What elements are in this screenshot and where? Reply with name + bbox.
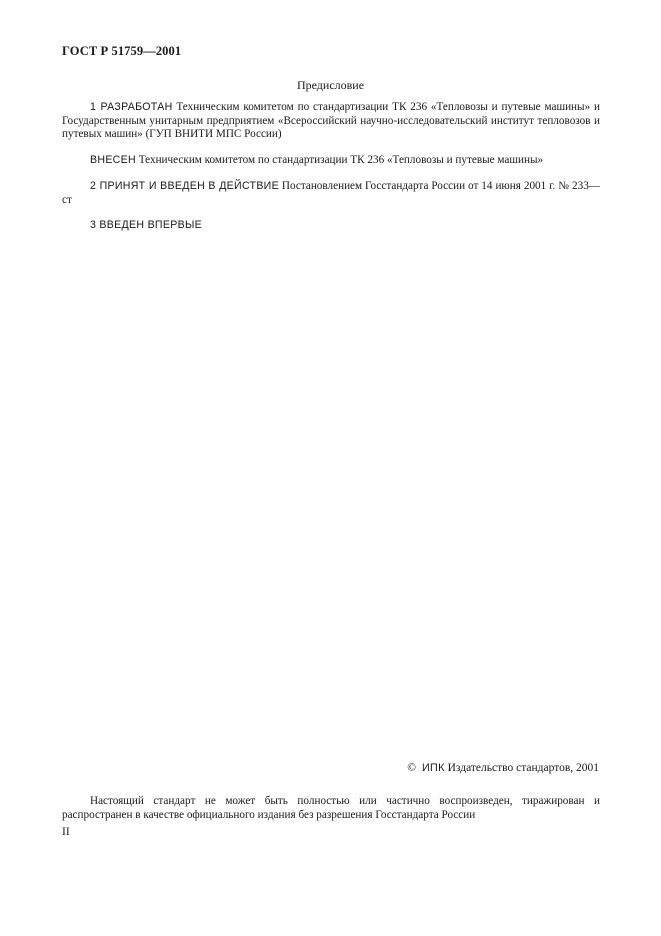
- copyright-line: [407, 762, 599, 774]
- paragraph-lead: ВНЕСЕН: [90, 154, 136, 166]
- standard-code: ГОСТ Р 51759—2001: [62, 44, 182, 58]
- paragraph-developed: [62, 101, 600, 142]
- paragraph-lead: 1 РАЗРАБОТАН: [90, 101, 173, 113]
- page-number: II: [62, 826, 70, 838]
- section-title: Предисловие: [296, 78, 365, 92]
- paragraph-text: Техническим комитетом по стандартизации ТК 236 «Тепловозы и путевые машины» и Государственным унитарным предприятием «Всероссийский научно-исследовательский институт тепловозов и путевых машин» (ГУП ВНИТИ МПС России): [62, 101, 600, 141]
- paragraph-introduced: [62, 154, 600, 168]
- paragraph-lead: 3 ВВЕДЕН ВПЕРВЫЕ: [90, 219, 202, 231]
- paragraph-lead: 2 ПРИНЯТ И ВВЕДЕН В ДЕЙСТВИЕ: [90, 180, 279, 192]
- copyright-org: ИПК: [422, 762, 445, 774]
- paragraph-text: Постановлением Госстандарта России от 14 июня 2001 г. № 233—ст: [62, 180, 600, 206]
- paragraph-first-introduced: [62, 219, 600, 233]
- paragraph-adopted: [62, 180, 600, 207]
- copyright-symbol: ©: [407, 762, 416, 774]
- copyright-text: Издательство стандартов, 2001: [444, 762, 599, 774]
- paragraph-text: Техническим комитетом по стандартизации ТК 236 «Тепловозы и путевые машины»: [135, 154, 544, 166]
- reproduction-notice: Настоящий стандарт не может быть полностью или частично воспроизведен, тиражирован и распространен в качестве официального издания без разрешения Госстандарта России: [62, 795, 600, 821]
